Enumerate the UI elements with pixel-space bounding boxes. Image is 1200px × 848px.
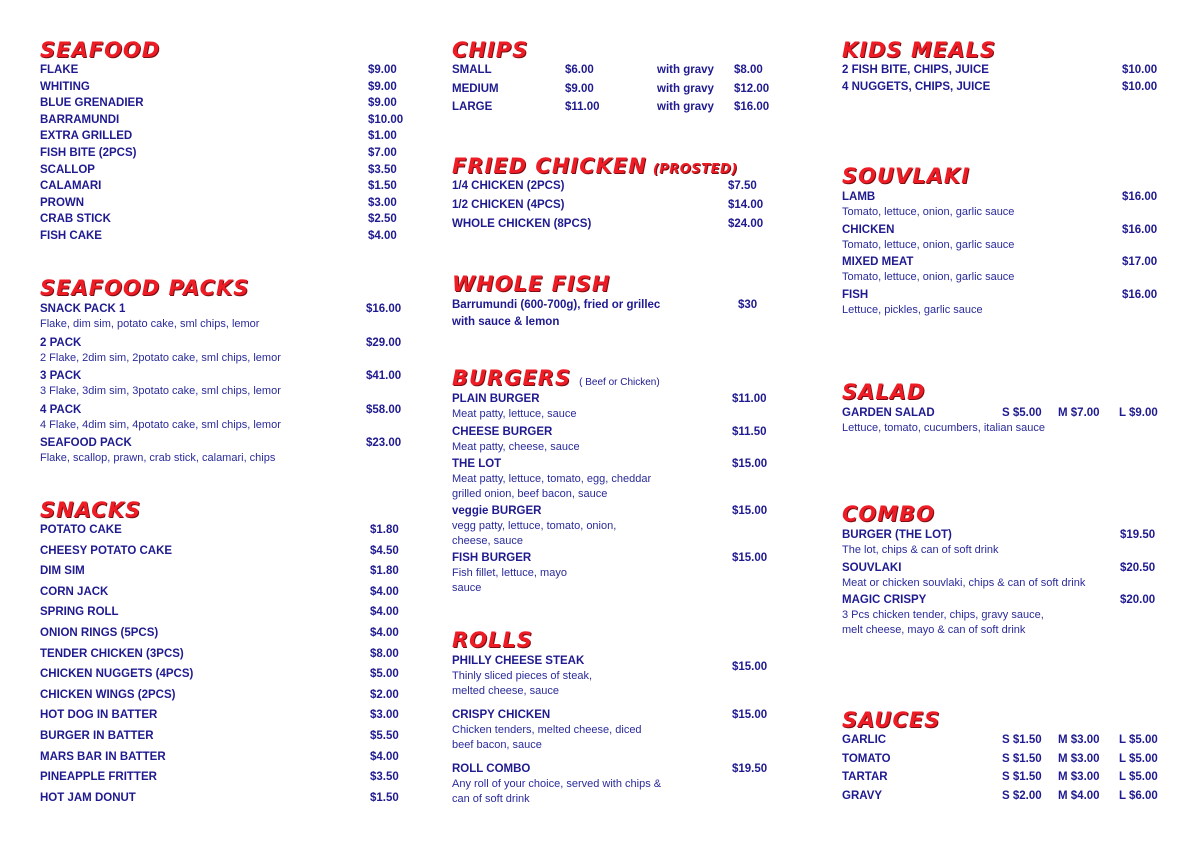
seafood-item-price: $9.00 [368, 64, 397, 76]
burgers-item-desc: Meat patty, lettuce, tomato, egg, cheddar [452, 473, 652, 485]
rolls-item-name: PHILLY CHEESE STEAK [452, 655, 585, 667]
fried-chicken-title: FRIED CHICKEN [452, 154, 647, 178]
burgers-heading [452, 366, 772, 392]
sauce-large-price: L $5.00 [1119, 734, 1158, 746]
fried-chicken-item [452, 218, 772, 237]
souvlaki-item-desc: Tomato, lettuce, onion, garlic sauce [842, 206, 1015, 218]
snacks-item [40, 524, 399, 545]
garden-salad-item [842, 406, 1162, 438]
seafood-pack-item [40, 336, 402, 370]
rolls-item-desc: can of soft drink [452, 792, 530, 805]
snacks-item [40, 791, 399, 813]
fried-chicken-item-name: 1/2 CHICKEN (4PCS) [452, 199, 565, 211]
fried-chicken-subtitle: (PROSTED) [652, 162, 738, 177]
chips-price: $11.00 [565, 101, 600, 113]
snacks-item [40, 668, 399, 689]
sauce-name: GARLIC [842, 734, 887, 746]
snacks-item [40, 647, 399, 669]
snacks-item [40, 606, 399, 627]
rolls-item-name: ROLL COMBO [452, 763, 531, 775]
chips-item [452, 64, 772, 83]
seafood-item [40, 146, 397, 164]
burgers-item-desc: Meat patty, lettuce, sauce [452, 408, 577, 420]
snacks-item-name: BURGER IN BATTER [40, 729, 154, 742]
burgers-item-price: $15.00 [732, 505, 768, 517]
seafood-pack-item [40, 403, 402, 437]
kids-meals-item-name: 4 NUGGETS, CHIPS, JUICE [842, 80, 991, 93]
combo-item-price: $19.50 [1120, 529, 1156, 541]
seafood-item [40, 80, 397, 98]
snacks-item-price: $1.50 [370, 791, 399, 804]
whole-fish-line2: with sauce & lemon [452, 316, 560, 328]
seafood-heading: SEAFOOD [40, 38, 161, 62]
kids-meals-item [842, 81, 1162, 98]
snacks-item [40, 688, 399, 710]
rolls-item-name: CRISPY CHICKEN [452, 709, 551, 721]
combo-item-price: $20.50 [1120, 561, 1156, 574]
rolls-item-desc: melted cheese, sauce [452, 684, 560, 697]
burgers-item-name: veggie BURGER [452, 505, 542, 517]
whole-fish-section [452, 272, 772, 332]
burgers-item [452, 504, 772, 548]
snacks-section [40, 498, 399, 812]
seafood-pack-item [40, 302, 402, 336]
burgers-section [452, 366, 772, 598]
chips-gravy-label: with gravy [657, 101, 714, 113]
kids-meals-item-price: $10.00 [1122, 80, 1158, 93]
sauces-section [842, 708, 1162, 808]
seafood-item-price: $2.50 [368, 213, 397, 226]
fried-chicken-item-price: $7.50 [728, 180, 757, 192]
fried-chicken-item [452, 180, 772, 199]
snacks-item [40, 709, 399, 730]
snacks-item [40, 626, 399, 648]
fried-chicken-item-price: $24.00 [728, 218, 764, 230]
sauce-large-price: L $5.00 [1119, 771, 1158, 783]
snacks-item [40, 544, 399, 566]
burgers-item-desc: vegg patty, lettuce, tomato, onion, [452, 520, 617, 532]
snacks-item-price: $4.50 [370, 544, 399, 557]
seafood-pack-desc: 3 Flake, 3dim sim, 3potato cake, sml chips, lemor [40, 385, 281, 398]
seafood-pack-name: 3 PACK [40, 370, 82, 383]
burgers-item-name: CHEESE BURGER [452, 425, 553, 438]
rolls-item-desc: Thinly sliced pieces of steak, [452, 670, 593, 682]
burgers-item [452, 425, 772, 455]
seafood-item [40, 130, 397, 147]
souvlaki-item-name: LAMB [842, 191, 876, 203]
burgers-item-desc: sauce [452, 581, 482, 594]
sauce-small-price: S $1.50 [1002, 752, 1042, 765]
combo-item-name: BURGER (THE LOT) [842, 529, 952, 541]
rolls-section [452, 628, 772, 816]
snacks-item-name: HOT JAM DONUT [40, 791, 136, 804]
seafood-item-name: FLAKE [40, 64, 79, 76]
sauce-item [842, 790, 1162, 809]
souvlaki-item-name: CHICKEN [842, 223, 895, 236]
sauces-heading: SAUCES [842, 708, 941, 732]
seafood-item-price: $1.50 [368, 180, 397, 193]
snacks-heading: SNACKS [40, 498, 142, 522]
sauce-name: TOMATO [842, 752, 891, 765]
combo-item [842, 528, 1162, 558]
snacks-item-name: CHICKEN WINGS (2PCS) [40, 688, 176, 701]
seafood-item-price: $9.00 [368, 97, 397, 110]
seafood-item [40, 229, 397, 247]
burgers-item-name: THE LOT [452, 458, 502, 470]
seafood-item-name: FISH CAKE [40, 229, 102, 242]
rolls-item-desc: beef bacon, sauce [452, 738, 542, 751]
seafood-item-name: BARRAMUNDI [40, 113, 120, 126]
rolls-item-price: $15.00 [732, 661, 768, 673]
sauce-medium-price: M $3.00 [1058, 771, 1100, 783]
sauce-small-price: S $1.50 [1002, 734, 1042, 746]
seafood-pack-desc: 4 Flake, 4dim sim, 4potato cake, sml chips, lemor [40, 418, 281, 431]
snacks-item-price: $1.80 [370, 524, 399, 536]
seafood-item [40, 64, 397, 81]
chips-gravy-price: $16.00 [734, 101, 770, 113]
rolls-item [452, 654, 772, 698]
rolls-item-price: $19.50 [732, 763, 768, 775]
snacks-item-price: $2.00 [370, 688, 399, 701]
combo-item-desc: The lot, chips & can of soft drink [842, 544, 999, 556]
seafood-item-price: $1.00 [368, 130, 397, 143]
fried-chicken-item [452, 199, 772, 218]
combo-item [842, 561, 1162, 591]
fried-chicken-heading [452, 154, 772, 180]
chips-gravy-price: $12.00 [734, 82, 770, 95]
combo-section [842, 502, 1162, 640]
chips-size-name: SMALL [452, 64, 492, 76]
souvlaki-item-price: $16.00 [1122, 191, 1158, 203]
souvlaki-item-name: FISH [842, 288, 869, 301]
snacks-item-price: $3.00 [370, 709, 399, 722]
combo-item-name: MAGIC CRISPY [842, 594, 927, 606]
sauce-large-price: L $6.00 [1119, 789, 1158, 802]
snacks-item-price: $1.80 [370, 565, 399, 578]
seafood-pack-desc: Flake, scallop, prawn, crab stick, calamari, chips [40, 452, 276, 465]
kids-meals-item [842, 64, 1162, 81]
seafood-item-name: EXTRA GRILLED [40, 130, 133, 143]
rolls-item-price: $15.00 [732, 709, 768, 721]
rolls-item-desc: Any roll of your choice, served with chips & [452, 778, 662, 790]
seafood-pack-price: $29.00 [366, 336, 402, 349]
chips-item [452, 101, 772, 120]
souvlaki-heading: SOUVLAKI [842, 164, 971, 188]
seafood-item-price: $3.50 [368, 163, 397, 176]
combo-item-desc: melt cheese, mayo & can of soft drink [842, 623, 1026, 636]
souvlaki-item-desc: Lettuce, pickles, garlic sauce [842, 303, 983, 316]
sauce-item [842, 753, 1162, 772]
seafood-pack-desc: 2 Flake, 2dim sim, 2potato cake, sml chips, lemor [40, 351, 281, 364]
snacks-item-price: $4.00 [370, 750, 399, 763]
combo-item-name: SOUVLAKI [842, 561, 902, 574]
seafood-item-name: SCALLOP [40, 163, 95, 176]
snacks-item-price: $4.00 [370, 626, 399, 639]
sauce-item [842, 771, 1162, 790]
seafood-section [40, 38, 404, 247]
salad-small-price: S $5.00 [1002, 407, 1042, 419]
burgers-item-desc: grilled onion, beef bacon, sauce [452, 487, 608, 500]
snacks-item-price: $3.50 [370, 771, 399, 784]
seafood-item-price: $10.00 [368, 113, 404, 126]
chips-section [452, 38, 772, 120]
fried-chicken-section [452, 154, 772, 237]
souvlaki-item-price: $17.00 [1122, 256, 1158, 268]
seafood-pack-item [40, 369, 402, 403]
whole-fish-line1: Barrumundi (600-700g), fried or grillec [452, 299, 661, 311]
chips-heading: CHIPS [452, 38, 529, 62]
burgers-item-price: $15.00 [732, 458, 768, 470]
souvlaki-item [842, 255, 1162, 285]
kids-meals-item-price: $10.00 [1122, 64, 1158, 76]
seafood-item [40, 180, 397, 197]
snacks-item [40, 585, 399, 607]
burgers-title: BURGERS [452, 366, 572, 390]
seafood-item [40, 97, 397, 114]
seafood-item [40, 213, 397, 230]
burgers-item-desc: Fish fillet, lettuce, mayo [452, 567, 567, 579]
snacks-item [40, 729, 399, 751]
seafood-packs-heading: SEAFOOD PACKS [40, 276, 250, 300]
souvlaki-item-desc: Tomato, lettuce, onion, garlic sauce [842, 271, 1015, 283]
sauce-name: TARTAR [842, 771, 888, 783]
kids-meals-heading: KIDS MEALS [842, 38, 996, 62]
seafood-item-name: BLUE GRENADIER [40, 97, 144, 110]
sauce-large-price: L $5.00 [1119, 752, 1158, 765]
seafood-pack-name: SNACK PACK 1 [40, 303, 126, 315]
fried-chicken-item-name: 1/4 CHICKEN (2PCS) [452, 180, 565, 192]
seafood-item [40, 113, 404, 131]
salad-section [842, 380, 1162, 438]
sauce-medium-price: M $3.00 [1058, 734, 1100, 746]
chips-gravy-label: with gravy [657, 82, 714, 95]
souvlaki-item [842, 190, 1162, 220]
burgers-item-desc: cheese, sauce [452, 534, 523, 547]
chips-gravy-price: $8.00 [734, 64, 763, 76]
burgers-item [452, 392, 772, 422]
chips-price: $6.00 [565, 64, 594, 76]
garden-salad-name: GARDEN SALAD [842, 407, 935, 419]
whole-fish-item [452, 298, 772, 332]
souvlaki-item [842, 223, 1162, 253]
burgers-item-name: PLAIN BURGER [452, 393, 540, 405]
souvlaki-section [842, 164, 1162, 320]
souvlaki-item-price: $16.00 [1122, 288, 1158, 301]
kids-meals-item-name: 2 FISH BITE, CHIPS, JUICE [842, 64, 989, 76]
snacks-item [40, 565, 399, 586]
fried-chicken-item-price: $14.00 [728, 199, 764, 211]
seafood-pack-price: $41.00 [366, 370, 402, 383]
snacks-item-price: $4.00 [370, 585, 399, 598]
sauce-small-price: S $2.00 [1002, 789, 1042, 802]
salad-medium-price: M $7.00 [1058, 407, 1100, 419]
garden-salad-desc: Lettuce, tomato, cucumbers, italian sauce [842, 422, 1045, 434]
chips-size-name: LARGE [452, 101, 493, 113]
burgers-item-price: $15.00 [732, 552, 768, 564]
snacks-item-name: HOT DOG IN BATTER [40, 709, 158, 722]
snacks-item [40, 750, 399, 772]
seafood-pack-price: $16.00 [366, 303, 402, 315]
seafood-pack-price: $58.00 [366, 403, 402, 416]
snacks-item-price: $5.00 [370, 668, 399, 681]
souvlaki-item [842, 288, 1162, 318]
seafood-item-price: $4.00 [368, 229, 397, 242]
burgers-item [452, 457, 772, 501]
combo-item-desc: Meat or chicken souvlaki, chips & can of soft drink [842, 576, 1086, 589]
chips-size-name: MEDIUM [452, 82, 499, 95]
rolls-heading: ROLLS [452, 628, 533, 652]
snacks-item-name: POTATO CAKE [40, 524, 122, 536]
combo-heading: COMBO [842, 502, 936, 526]
seafood-item-name: PROWN [40, 196, 85, 209]
sauce-medium-price: M $3.00 [1058, 752, 1100, 765]
combo-item-price: $20.00 [1120, 594, 1156, 606]
seafood-pack-name: SEAFOOD PACK [40, 437, 132, 450]
seafood-item-price: $7.00 [368, 146, 397, 159]
combo-item-desc: 3 Pcs chicken tender, chips, gravy sauce, [842, 609, 1044, 621]
burgers-item-price: $11.50 [732, 425, 767, 438]
sauce-small-price: S $1.50 [1002, 771, 1042, 783]
seafood-item-price: $9.00 [368, 80, 397, 93]
seafood-item-name: CRAB STICK [40, 213, 111, 226]
burgers-item-price: $11.00 [732, 393, 767, 405]
snacks-item-price: $4.00 [370, 606, 399, 619]
seafood-item-price: $3.00 [368, 196, 397, 209]
sauce-medium-price: M $4.00 [1058, 789, 1100, 802]
snacks-item [40, 771, 399, 792]
rolls-item [452, 708, 772, 752]
snacks-item-name: ONION RINGS (5PCS) [40, 626, 159, 639]
sauce-item [842, 734, 1162, 753]
chips-gravy-label: with gravy [657, 64, 714, 76]
seafood-packs-section [40, 276, 402, 470]
snacks-item-name: CHEESY POTATO CAKE [40, 544, 173, 557]
kids-meals-section [842, 38, 1162, 97]
whole-fish-price: $30 [738, 299, 758, 311]
rolls-item-desc: Chicken tenders, melted cheese, diced [452, 724, 642, 736]
burgers-item [452, 551, 772, 595]
snacks-item-name: DIM SIM [40, 565, 85, 578]
seafood-pack-price: $23.00 [366, 437, 402, 450]
chips-item [452, 83, 772, 102]
snacks-item-price: $8.00 [370, 647, 399, 660]
seafood-item-name: WHITING [40, 80, 90, 93]
snacks-item-name: CHICKEN NUGGETS (4PCS) [40, 668, 194, 681]
salad-large-price: L $9.00 [1119, 407, 1158, 419]
souvlaki-item-name: MIXED MEAT [842, 256, 914, 268]
snacks-item-name: TENDER CHICKEN (3PCS) [40, 647, 184, 660]
souvlaki-item-desc: Tomato, lettuce, onion, garlic sauce [842, 238, 1015, 251]
fried-chicken-item-name: WHOLE CHICKEN (8PCS) [452, 218, 592, 230]
snacks-item-name: CORN JACK [40, 585, 109, 598]
salad-heading: SALAD [842, 380, 926, 404]
seafood-item-name: CALAMARI [40, 180, 102, 193]
seafood-pack-name: 2 PACK [40, 336, 82, 349]
seafood-pack-item [40, 436, 402, 470]
seafood-item [40, 196, 397, 214]
snacks-item-name: MARS BAR IN BATTER [40, 750, 166, 763]
snacks-item-name: PINEAPPLE FRITTER [40, 771, 157, 784]
snacks-item-price: $5.50 [370, 729, 399, 742]
burgers-item-name: FISH BURGER [452, 552, 532, 564]
combo-item [842, 593, 1162, 637]
whole-fish-heading: WHOLE FISH [452, 272, 611, 296]
burgers-note: ( Beef or Chicken) [579, 377, 660, 388]
seafood-pack-name: 4 PACK [40, 403, 82, 416]
sauce-name: GRAVY [842, 789, 883, 802]
seafood-pack-desc: Flake, dim sim, potato cake, sml chips, lemor [40, 318, 260, 330]
snacks-item-name: SPRING ROLL [40, 606, 119, 619]
burgers-item-desc: Meat patty, cheese, sauce [452, 440, 580, 453]
seafood-item [40, 163, 397, 181]
seafood-item-name: FISH BITE (2PCS) [40, 146, 137, 159]
souvlaki-item-price: $16.00 [1122, 223, 1158, 236]
chips-price: $9.00 [565, 82, 594, 95]
rolls-item [452, 762, 772, 806]
